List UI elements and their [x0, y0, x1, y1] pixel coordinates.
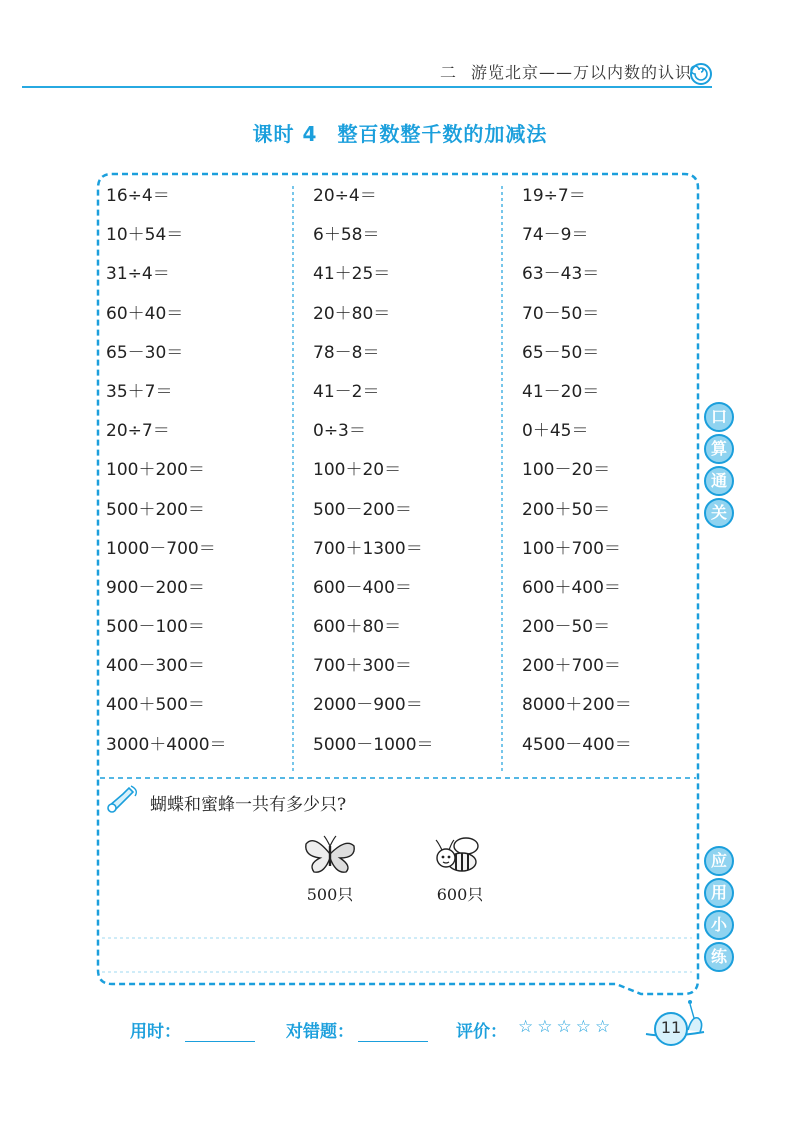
equation: 65－30＝	[106, 342, 184, 363]
equation: 1000－700＝	[106, 538, 216, 559]
chapter-number: 二	[440, 63, 458, 82]
side-tab-char: 应	[704, 846, 734, 876]
bee-group	[430, 834, 490, 905]
equation: 700＋1300＝	[313, 538, 423, 559]
equation: 3000＋4000＝	[106, 734, 227, 755]
side-tab-char: 小	[704, 910, 734, 940]
equation: 41＋25＝	[313, 264, 391, 285]
equation: 35＋7＝	[106, 381, 173, 402]
equation: 700＋300＝	[313, 656, 412, 677]
equation: 600＋400＝	[522, 577, 621, 598]
equation: 16÷4＝	[106, 186, 170, 206]
equation: 4500－400＝	[522, 734, 632, 755]
rating-field	[456, 1017, 507, 1042]
chapter-title: 游览北京——万以内数的认识	[471, 63, 693, 82]
butterfly-icon	[302, 832, 358, 878]
equation: 0＋45＝	[522, 421, 589, 442]
equation: 200－50＝	[522, 617, 611, 638]
side-tab-char: 通	[704, 466, 734, 496]
equation: 63－43＝	[522, 264, 600, 285]
equation: 2000－900＝	[313, 695, 423, 716]
equation-column-3	[522, 186, 712, 774]
bee-icon	[432, 834, 488, 878]
equation: 65－50＝	[522, 342, 600, 363]
equation: 600＋80＝	[313, 617, 402, 638]
question-text: 蝴蝶和蜜蜂一共有多少只?	[150, 795, 347, 815]
rating-stars[interactable]: ☆☆☆☆☆	[518, 1017, 615, 1037]
equation: 200＋700＝	[522, 656, 621, 677]
lesson-title	[0, 118, 800, 147]
time-blank[interactable]	[185, 1025, 255, 1042]
equation: 100＋700＝	[522, 538, 621, 559]
equation: 100＋200＝	[106, 460, 205, 481]
equation: 10＋54＝	[106, 225, 184, 246]
equation: 41－2＝	[313, 381, 380, 402]
errors-label: 对错题：	[286, 1022, 354, 1042]
equation: 500－100＝	[106, 617, 205, 638]
equation: 78－8＝	[313, 342, 380, 363]
equation-column-2	[313, 186, 503, 774]
trumpet-icon	[105, 784, 143, 814]
equation: 6＋58＝	[313, 225, 380, 246]
bee-count: 600只	[436, 885, 484, 904]
page-number: 11	[654, 1012, 688, 1046]
equation: 31÷4＝	[106, 264, 170, 285]
lesson-label: 课时 4	[252, 122, 318, 146]
equation: 20＋80＝	[313, 303, 391, 324]
chapter-heading	[440, 60, 692, 83]
lesson-name: 整百数整千数的加减法	[337, 122, 548, 146]
time-field	[130, 1017, 255, 1042]
side-tab-char: 练	[704, 942, 734, 972]
spiral-icon	[690, 63, 712, 85]
equation: 5000－1000＝	[313, 734, 434, 755]
equation: 200＋50＝	[522, 499, 611, 520]
butterfly-count: 500只	[306, 885, 354, 904]
side-tab-char: 口	[704, 402, 734, 432]
side-tab-char: 关	[704, 498, 734, 528]
equation: 400＋500＝	[106, 695, 205, 716]
butterfly-group	[300, 832, 360, 905]
equation: 19÷7＝	[522, 186, 586, 206]
equation: 600－400＝	[313, 577, 412, 598]
equation: 20÷4＝	[313, 186, 377, 206]
equation: 500－200＝	[313, 499, 412, 520]
equation: 74－9＝	[522, 225, 589, 246]
time-label: 用时：	[130, 1022, 181, 1042]
equation: 100－20＝	[522, 460, 611, 481]
equation: 100＋20＝	[313, 460, 402, 481]
errors-blank[interactable]	[358, 1025, 428, 1042]
header-divider	[22, 86, 712, 88]
equation: 41－20＝	[522, 381, 600, 402]
equation: 20÷7＝	[106, 421, 170, 442]
side-tab-char: 算	[704, 434, 734, 464]
equation: 8000＋200＝	[522, 695, 632, 716]
equation: 70－50＝	[522, 303, 600, 324]
errors-field	[286, 1017, 428, 1042]
equation: 900－200＝	[106, 577, 205, 598]
side-tab-char: 用	[704, 878, 734, 908]
equation: 400－300＝	[106, 656, 205, 677]
rating-label: 评价：	[456, 1022, 507, 1042]
equation: 60＋40＝	[106, 303, 184, 324]
equation: 0÷3＝	[313, 421, 366, 442]
equation: 500＋200＝	[106, 499, 205, 520]
equation-column-1	[106, 186, 296, 774]
